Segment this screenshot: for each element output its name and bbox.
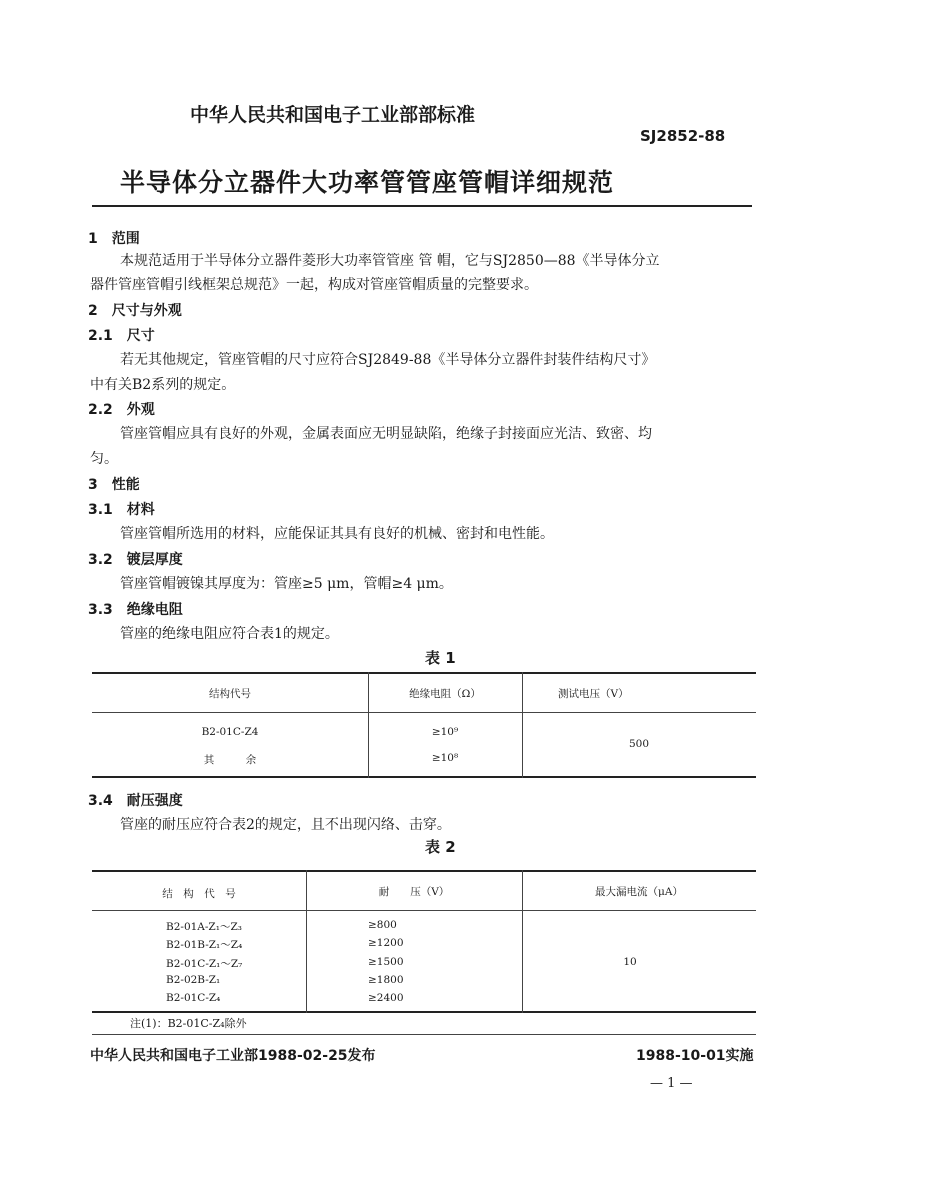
section-1-heading: 1 范围 <box>88 231 140 247</box>
table-2-row-4-voltage: ≥1800 <box>368 974 404 986</box>
table-2-caption: 表 2 <box>425 838 456 856</box>
table-2-row-5-code: B2-01C-Z₄ <box>166 992 221 1004</box>
document-title: 半导体分立器件大功率管管座管帽详细规范 <box>120 168 615 197</box>
section-2-1-line-1: 若无其他规定，管座管帽的尺寸应符合SJ2849-88《半导体分立器件封装件结构尺寸》 <box>120 352 656 368</box>
ministry-standard-heading: 中华人民共和国电子工业部部标准 <box>190 104 476 126</box>
table-1-voltage-value: 500 <box>628 738 650 750</box>
table-2-row-3-code: B2-01C-Z₁～Z₇ <box>166 958 243 970</box>
section-2-heading: 2 尺寸与外观 <box>88 303 182 319</box>
effective-date: 1988-10-01实施 <box>636 1048 754 1064</box>
table-1-header-voltage: 测试电压（V） <box>558 688 629 700</box>
table-1-caption: 表 1 <box>425 649 456 667</box>
table-1-row-1-resistance: ≥10⁹ <box>431 726 459 738</box>
table-1 <box>92 672 756 778</box>
section-2-2-line-2: 匀。 <box>90 451 118 467</box>
table-2-header-voltage: 耐 压（V） <box>378 886 450 898</box>
section-3-4-heading: 3.4 耐压强度 <box>88 793 183 809</box>
table-2-row-2-code: B2-01B-Z₁～Z₄ <box>166 939 243 951</box>
table-2-row-4-code: B2-02B-Z₁ <box>166 974 221 986</box>
table-1-row-1-code: B2-01C-Z4 <box>201 726 259 738</box>
section-2-1-line-2: 中有关B2系列的规定。 <box>90 377 236 393</box>
standard-code: SJ2852-88 <box>640 127 726 145</box>
table-2-row-1-code: B2-01A-Z₁～Z₃ <box>166 921 242 933</box>
footer-rule <box>92 1034 756 1035</box>
section-3-4-line-1: 管座的耐压应符合表2的规定，且不出现闪络、击穿。 <box>120 817 451 833</box>
table-2-header-current: 最大漏电流（μA） <box>595 886 683 898</box>
table-2-row-5-voltage: ≥2400 <box>368 992 404 1004</box>
section-2-2-heading: 2.2 外观 <box>88 402 155 418</box>
page-number: — 1 — <box>650 1076 693 1091</box>
table-2-row-3-voltage: ≥1500 <box>368 956 404 968</box>
issued-date: 中华人民共和国电子工业部1988-02-25发布 <box>90 1048 376 1064</box>
section-3-1-heading: 3.1 材料 <box>88 502 155 518</box>
table-2-row-1-voltage: ≥800 <box>368 919 397 931</box>
section-3-3-heading: 3.3 绝缘电阻 <box>88 602 183 618</box>
table-2-current-value: 10 <box>623 956 637 968</box>
section-1-line-2: 器件管座管帽引线框架总规范》一起，构成对管座管帽质量的完整要求。 <box>90 277 538 293</box>
section-3-2-heading: 3.2 镀层厚度 <box>88 552 183 568</box>
table-2 <box>92 870 756 1016</box>
section-3-heading: 3 性能 <box>88 477 140 493</box>
section-2-2-line-1: 管座管帽应具有良好的外观，金属表面应无明显缺陷，绝缘子封接面应光洁、致密、均 <box>120 426 652 442</box>
section-3-3-line-1: 管座的绝缘电阻应符合表1的规定。 <box>120 626 339 642</box>
table-1-row-2-code: 其 余 <box>203 754 257 766</box>
table-2-header-code: 结 构 代 号 <box>162 888 236 900</box>
table-1-row-2-resistance: ≥10⁸ <box>431 752 459 764</box>
section-2-1-heading: 2.1 尺寸 <box>88 328 155 344</box>
table-2-note: 注(1)：B2-01C-Z₄除外 <box>130 1017 247 1030</box>
section-3-2-line-1: 管座管帽镀镍其厚度为：管座≥5 μm，管帽≥4 μm。 <box>120 576 453 592</box>
section-1-line-1: 本规范适用于半导体分立器件菱形大功率管管座 管 帽，它与SJ2850—88《半导体分立 <box>120 253 660 269</box>
title-rule <box>92 205 752 207</box>
section-3-1-line-1: 管座管帽所选用的材料，应能保证其具有良好的机械、密封和电性能。 <box>120 526 554 542</box>
table-1-header-resistance: 绝缘电阻（Ω） <box>409 688 481 700</box>
table-1-header-code: 结构代号 <box>209 688 251 700</box>
table-2-row-2-voltage: ≥1200 <box>368 937 404 949</box>
